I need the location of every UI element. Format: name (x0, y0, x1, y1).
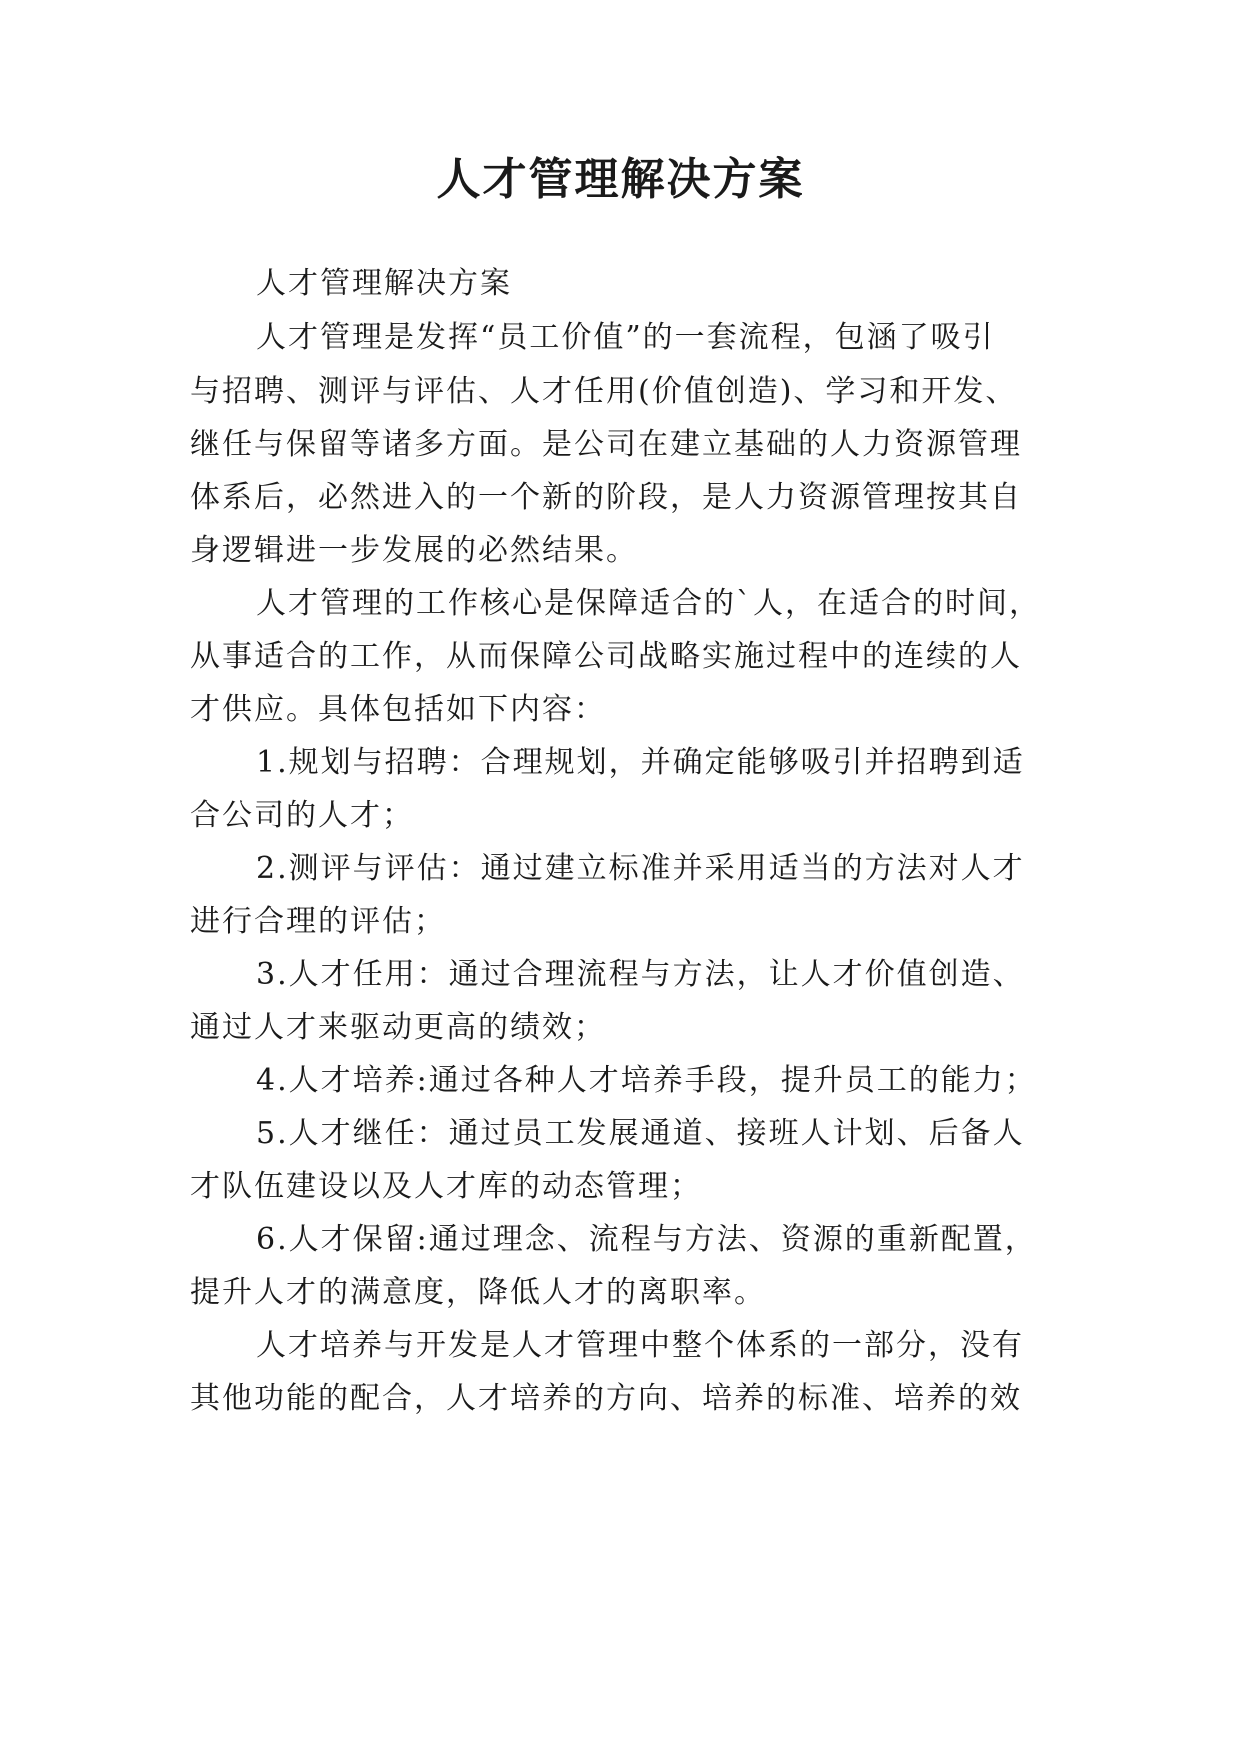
list-item-line: 合公司的人才； (190, 798, 414, 833)
paragraph-line: 从事适合的工作，从而保障公司战略实施过程中的连续的人 (190, 639, 1022, 674)
list-item-line: 提升人才的满意度，降低人才的离职率。 (190, 1275, 766, 1310)
paragraph-line: 与招聘、测评与评估、人才任用(价值创造)、学习和开发、 (190, 374, 1018, 409)
list-item-line: 6.人才保留:通过理念、流程与方法、资源的重新配置， (256, 1222, 1037, 1257)
list-item-line: 2.测评与评估：通过建立标准并采用适当的方法对人才 (256, 851, 1025, 886)
list-item-line: 才队伍建设以及人才库的动态管理； (190, 1169, 702, 1204)
paragraph-line: 体系后，必然进入的一个新的阶段，是人力资源管理按其自 (190, 480, 1022, 515)
list-item-line: 1.规划与招聘：合理规划，并确定能够吸引并招聘到适 (256, 745, 1025, 780)
list-item-line: 通过人才来驱动更高的绩效； (190, 1010, 606, 1045)
paragraph-line: 人才管理是发挥“员工价值”的一套流程，包涵了吸引 (256, 320, 995, 355)
list-item-line: 3.人才任用：通过合理流程与方法，让人才价值创造、 (256, 957, 1025, 992)
paragraph-line: 人才培养与开发是人才管理中整个体系的一部分，没有 (256, 1328, 1024, 1363)
list-item-line: 进行合理的评估； (190, 904, 446, 939)
list-item-line: 4.人才培养:通过各种人才培养手段，提升员工的能力； (256, 1063, 1037, 1098)
paragraph-line: 才供应。具体包括如下内容： (190, 692, 606, 727)
paragraph-line: 人才管理的工作核心是保障适合的`人，在适合的时间， (256, 586, 1041, 621)
body-subtitle: 人才管理解决方案 (256, 266, 512, 301)
document-title: 人才管理解决方案 (436, 154, 805, 205)
paragraph-line: 继任与保留等诸多方面。是公司在建立基础的人力资源管理 (190, 427, 1022, 462)
paragraph-line: 其他功能的配合，人才培养的方向、培养的标准、培养的效 (190, 1381, 1022, 1416)
list-item-line: 5.人才继任：通过员工发展通道、接班人计划、后备人 (256, 1116, 1025, 1151)
paragraph-line: 身逻辑进一步发展的必然结果。 (190, 533, 638, 568)
